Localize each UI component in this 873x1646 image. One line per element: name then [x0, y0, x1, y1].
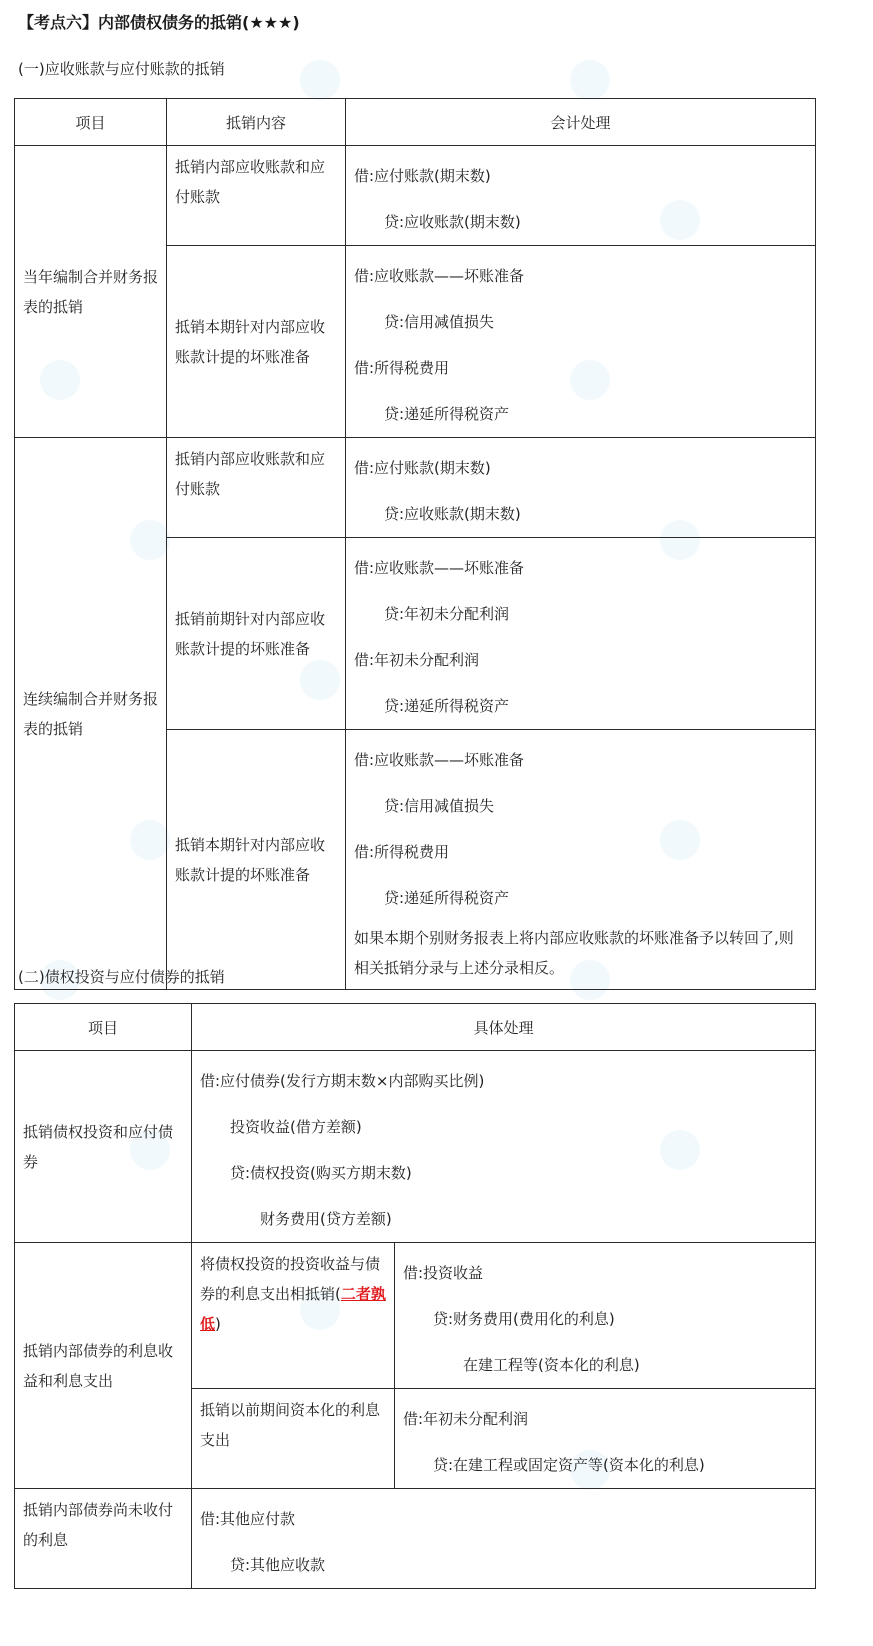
- bond-row3-label: 抵销内部债券尚未收付的利息: [23, 1501, 174, 1549]
- entry-line: 在建工程等(资本化的利息): [463, 1356, 640, 1374]
- g2-row1-entries: [346, 438, 816, 538]
- watermark-mark: [300, 60, 340, 100]
- g2-row3-content: 抵销本期针对内部应收账款计提的坏账准备: [175, 835, 326, 884]
- bond-row2-sub2-entries: [395, 1389, 816, 1489]
- entry-line: 贷:信用减值损失: [384, 797, 495, 815]
- entry-line: 借:所得税费用: [354, 843, 450, 861]
- g1-row2-entries: [346, 246, 816, 438]
- g2-row2-entries: [346, 538, 816, 730]
- g1-row2-content-cell: [167, 246, 346, 438]
- content-text: 将债权投资的投资收益与债券的利息支出相抵销(: [200, 1255, 381, 1303]
- g2-row1-content: 抵销内部应收账款和应付账款: [175, 450, 326, 498]
- entry-line: 贷:在建工程或固定资产等(资本化的利息): [433, 1456, 705, 1474]
- bond-row2-sub2-content: 抵销以前期间资本化的利息支出: [200, 1401, 381, 1449]
- entry-line: 贷:应收账款(期末数): [384, 505, 521, 523]
- bond-row2-label: 抵销内部债券的利息收益和利息支出: [23, 1341, 174, 1390]
- entry-line: 投资收益(借方差额): [230, 1118, 362, 1136]
- page-heading: 【考点六】内部债权债务的抵销(★★★): [18, 13, 300, 32]
- bond-row1-label-cell: [15, 1051, 192, 1243]
- bond-row3-label-cell: [15, 1489, 192, 1589]
- bond-row1-label: 抵销债权投资和应付债券: [23, 1122, 174, 1171]
- entry-line: 贷:债权投资(购买方期末数): [230, 1164, 412, 1182]
- group1-label-cell: [15, 146, 167, 438]
- entry-line: 借:应收账款——坏账准备: [354, 751, 525, 769]
- bond-row1-entries: [192, 1051, 816, 1243]
- group2-label: 连续编制合并财务报表的抵销: [23, 689, 159, 738]
- header-treatment: 会计处理: [346, 99, 816, 146]
- entry-line: 财务费用(贷方差额): [260, 1210, 392, 1228]
- bond-row3-entries: [192, 1489, 816, 1589]
- g1-row1-content: 抵销内部应收账款和应付账款: [175, 158, 326, 206]
- reversal-note: 如果本期个别财务报表上将内部应收账款的坏账准备予以转回了,则相关抵销分录与上述分录相反。: [354, 929, 794, 977]
- bond-row2-sub1-content: [192, 1243, 394, 1345]
- entry-line: 借:投资收益: [403, 1264, 484, 1282]
- entry-line: 借:年初未分配利润: [354, 651, 480, 669]
- receivables-offset-table: [14, 98, 816, 990]
- entry-line: 借:其他应付款: [200, 1510, 296, 1528]
- header-content: 抵销内容: [167, 99, 346, 146]
- entry-line: 借:应付账款(期末数): [354, 167, 491, 185]
- entry-line: 贷:应收账款(期末数): [384, 213, 521, 231]
- highlight-lower-of-two: 二者孰低: [200, 1285, 386, 1333]
- entry-line: 借:应付债券(发行方期末数×内部购买比例): [200, 1072, 485, 1090]
- g1-row2-content: 抵销本期针对内部应收账款计提的坏账准备: [175, 317, 326, 366]
- entry-line: 贷:年初未分配利润: [384, 605, 510, 623]
- header-item: 项目: [15, 99, 167, 146]
- section1-title: (一)应收账款与应付账款的抵销: [18, 60, 225, 78]
- bond-row2-label-cell: [15, 1243, 192, 1489]
- group2-label-cell: [15, 438, 167, 990]
- entry-line: 贷:其他应收款: [230, 1556, 326, 1574]
- g2-row2-content-cell: [167, 538, 346, 730]
- entry-line: 贷:递延所得税资产: [384, 697, 510, 715]
- bond-row2-sub2-content-cell: [192, 1389, 395, 1489]
- header-treatment: 具体处理: [192, 1004, 816, 1051]
- entry-line: 借:应收账款——坏账准备: [354, 267, 525, 285]
- g2-row3-entries: [346, 730, 816, 990]
- group1-label: 当年编制合并财务报表的抵销: [23, 267, 159, 316]
- watermark-mark: [570, 60, 610, 100]
- section2-title: (二)债权投资与应付债券的抵销: [18, 968, 225, 986]
- entry-line: 贷:财务费用(费用化的利息): [433, 1310, 615, 1328]
- g2-row1-content-cell: [167, 438, 346, 538]
- entry-line: 贷:递延所得税资产: [384, 405, 510, 423]
- entry-line: 贷:递延所得税资产: [384, 889, 510, 907]
- entry-line: 借:应付账款(期末数): [354, 459, 491, 477]
- entry-line: 借:应收账款——坏账准备: [354, 559, 525, 577]
- g2-row2-content: 抵销前期针对内部应收账款计提的坏账准备: [175, 609, 326, 658]
- entry-line: 借:年初未分配利润: [403, 1410, 529, 1428]
- content-text: ): [215, 1315, 221, 1333]
- entry-line: 借:所得税费用: [354, 359, 450, 377]
- entry-line: 贷:信用减值损失: [384, 313, 495, 331]
- bond-offset-table: [14, 1003, 816, 1589]
- g1-row1-content-cell: [167, 146, 346, 246]
- header-item: 项目: [15, 1004, 192, 1051]
- bond-row2-sub1-entries: [395, 1243, 816, 1389]
- g2-row3-content-cell: [167, 730, 346, 990]
- bond-row2-sub1-content-cell: [192, 1243, 395, 1389]
- g1-row1-entries: [346, 146, 816, 246]
